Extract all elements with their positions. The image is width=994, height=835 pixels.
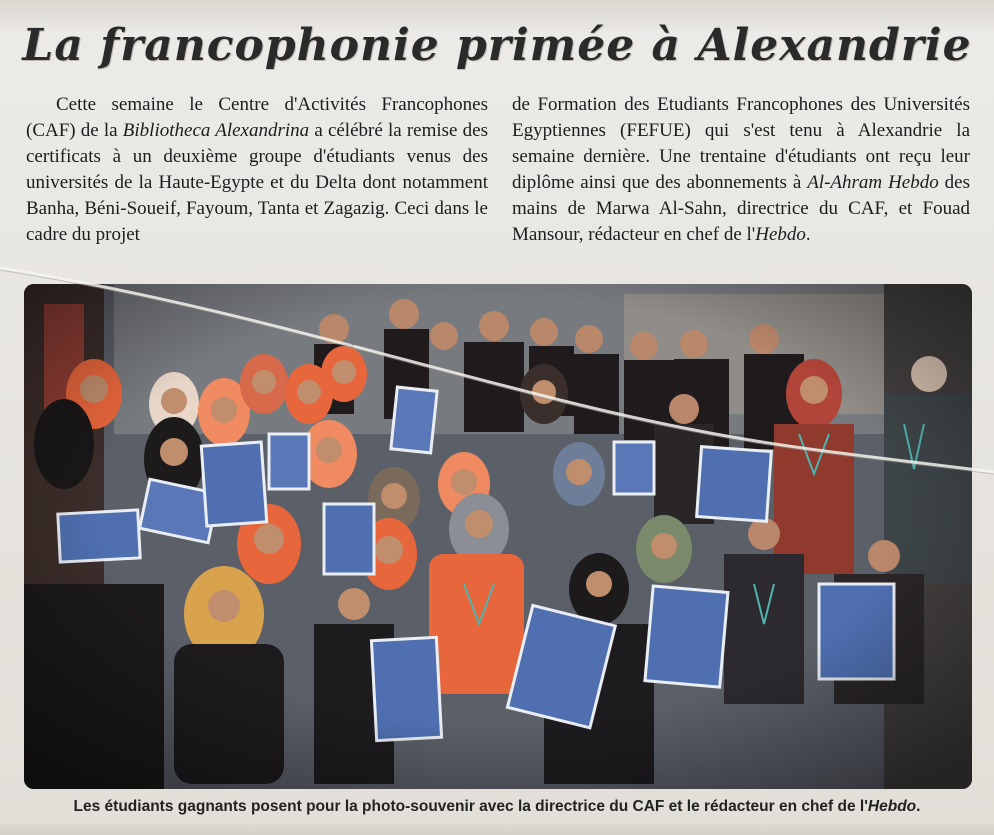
next-article-bleed (0, 822, 994, 835)
group-photo (24, 284, 972, 789)
caption-text-end: . (916, 798, 921, 815)
text-run: de Formation des Etudiants Francophones des Universités Egyptiennes (FEFUE) qui s'est tenu à Alexandrie la semaine dernière. Une trentaine d'étudiants ont reçu leur diplôme ainsi que des abonnements à (512, 94, 970, 193)
article-headline: La francophonie primée à Alexandrie (22, 20, 972, 71)
article-column-right (512, 92, 970, 248)
caption-text: Les étudiants gagnants posent pour la photo-souvenir avec la directrice du CAF et le rédacteur en chef de l' (73, 798, 868, 815)
article-paragraph-left (26, 92, 488, 248)
text-run: . (805, 224, 811, 245)
group-photo-illustration (24, 284, 972, 789)
text-run-italic: Hebdo (755, 224, 806, 245)
text-run-italic: Al-Ahram Hebdo (807, 172, 939, 193)
text-run: Cette semaine le Centre d'Activités Francophones (CAF) de la (26, 94, 488, 141)
article-column-left (26, 92, 488, 248)
text-run-italic: Bibliotheca Alexandrina (122, 120, 310, 141)
text-run: des mains de Marwa Al-Sahn, directrice du CAF, et Fouad Mansour, rédacteur en chef de l' (512, 172, 970, 245)
caption-text-italic: Hebdo (867, 798, 917, 815)
photo-caption (0, 798, 994, 816)
article-paragraph-right (512, 92, 970, 248)
text-run: a célébré la remise des certificats à un deuxième groupe d'étudiants venus des universités de la Haute-Egypte et du Delta dont notamment Banha, Béni-Soueif, Fayoum, Tanta et Zagazig. Ceci dans le cadre du projet (26, 120, 488, 245)
